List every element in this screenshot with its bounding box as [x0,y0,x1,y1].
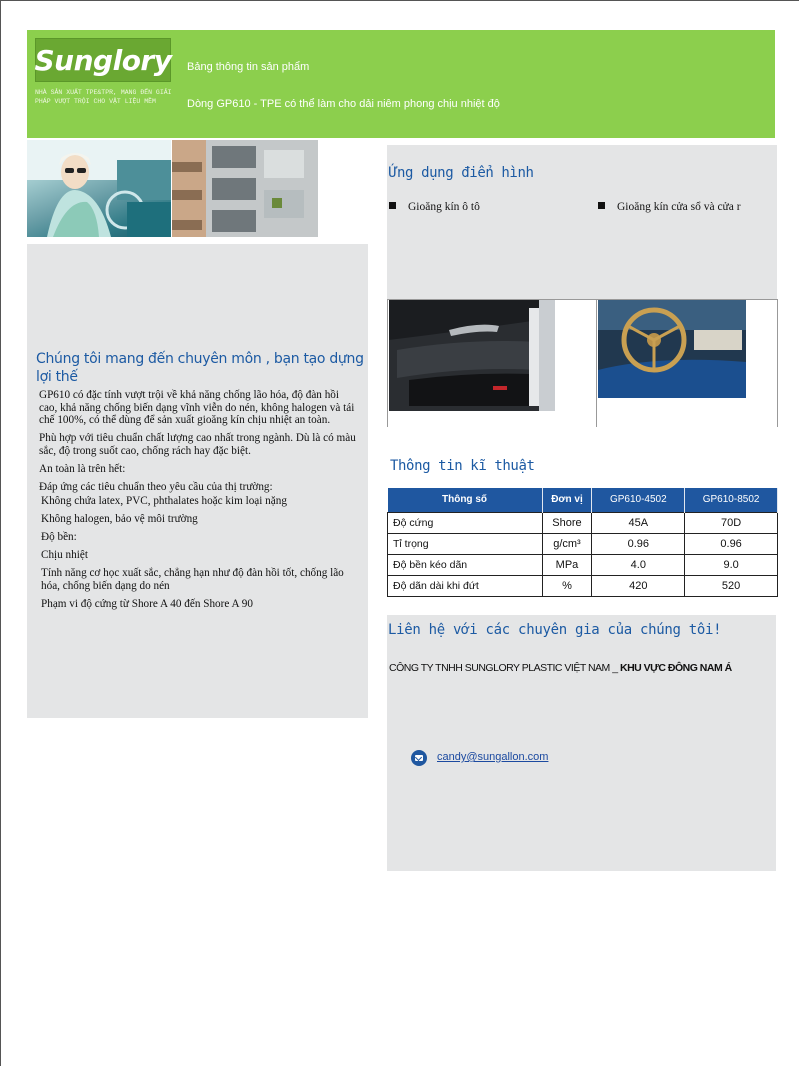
table-header-row [388,488,778,512]
square-bullet-icon [389,202,396,209]
paragraph: An toàn là trên hết: [39,462,126,475]
table-cell: 520 [685,575,778,596]
paragraph: Đáp ứng các tiêu chuẩn theo yêu cầu của thị trường: [39,480,273,493]
header-banner [27,30,775,138]
table-cell: 9.0 [685,554,778,575]
expertise-body [39,389,357,616]
application-item [389,201,589,213]
table-cell: 4.0 [592,554,685,575]
mail-icon [411,750,427,766]
column-header: Thông số [388,488,543,512]
expertise-title: Chúng tôi mang đến chuyên môn , bạn tạo dựng lợi thế [36,351,364,385]
list-item: Chịu nhiệt [41,549,88,561]
table-cell: % [542,575,592,596]
email-link[interactable]: candy@sungallon.com [437,751,549,763]
application-item [598,201,768,213]
table-row [388,575,778,596]
table-cell: Độ bền kéo dãn [388,554,543,575]
company-region: KHU VỰC ĐÔNG NAM Á [619,662,732,674]
application-label: Gioăng kín ô tô [408,201,480,213]
company-name [389,662,732,674]
sunglory-logo [35,38,171,82]
applications-title: Ứng dụng điển hình [389,165,534,181]
tech-title: Thông tin kĩ thuật [390,458,535,474]
header-title: Dòng GP610 - TPE có thể làm cho dải niêm phong chịu nhiệt độ [187,98,500,110]
list-item: Không halogen, bảo vệ môi trường [41,513,198,525]
contact-title: Liên hệ với các chuyên gia của chúng tôi! [388,622,722,638]
table-cell: 420 [592,575,685,596]
paragraph: Phù hợp với tiêu chuẩn chất lượng cao nhất trong ngành. Dù là có màu sắc, độ trong suốt cao, chống rách hay đặc biệt. [39,432,356,457]
list-item: Tính năng cơ học xuất sắc, chẳng hạn như độ đàn hồi tốt, chống lão hóa, chống biến dạng do nén [41,567,344,592]
table-cell: 0.96 [685,533,778,554]
list-item: Không chứa latex, PVC, phthalates hoặc kim loại nặng [41,495,287,507]
table-cell: MPa [542,554,592,575]
contact-panel [387,615,776,871]
company-tagline: NHÀ SẢN XUẤT TPE&TPR, MANG ĐẾN GIẢI PHÁP VƯỢT TRỘI CHO VẬT LIỆU MỀM [35,89,172,105]
table-cell: 70D [685,512,778,533]
table-row [388,554,778,575]
table-row [388,512,778,533]
table-cell: Độ dãn dài khi đứt [388,575,543,596]
paragraph: GP610 có đặc tính vượt trội về khả năng chống lão hóa, độ đàn hồi cao, khả năng chống biến dạng vĩnh viễn do nén, không halogen và tái chế 100%, có thể dùng để sản xuất gioăng kín chịu nhiệt an toàn. [39,389,355,426]
column-header: GP610-4502 [592,488,685,512]
woman-car-photo [27,140,171,237]
table-cell: 45A [592,512,685,533]
car-door-photo [389,300,555,411]
column-header: GP610-8502 [685,488,778,512]
steering-wheel-photo [598,300,746,398]
table-row [388,533,778,554]
company-prefix: CÔNG TY TNHH SUNGLORY PLASTIC VIỆT NAM _ [389,662,620,674]
header-subtitle: Bảng thông tin sản phẩm [187,61,310,73]
column-header: Đơn vị [542,488,592,512]
list-item: Độ bền: [41,531,77,543]
application-label: Gioăng kín cửa sổ và cửa r [617,201,741,213]
divider [596,299,597,427]
applications-panel [387,145,777,299]
table-cell: g/cm³ [542,533,592,554]
table-cell: Độ cứng [388,512,543,533]
list-item: Phạm vi độ cứng từ Shore A 40 đến Shore A 90 [41,597,253,610]
logo-text: Sunglory [34,43,172,77]
table-cell: Shore [542,512,592,533]
expertise-panel [27,244,368,718]
table-cell: 0.96 [592,533,685,554]
square-bullet-icon [598,202,605,209]
spec-table [387,488,778,597]
building-photo [172,140,318,237]
table-cell: Tỉ trọng [388,533,543,554]
